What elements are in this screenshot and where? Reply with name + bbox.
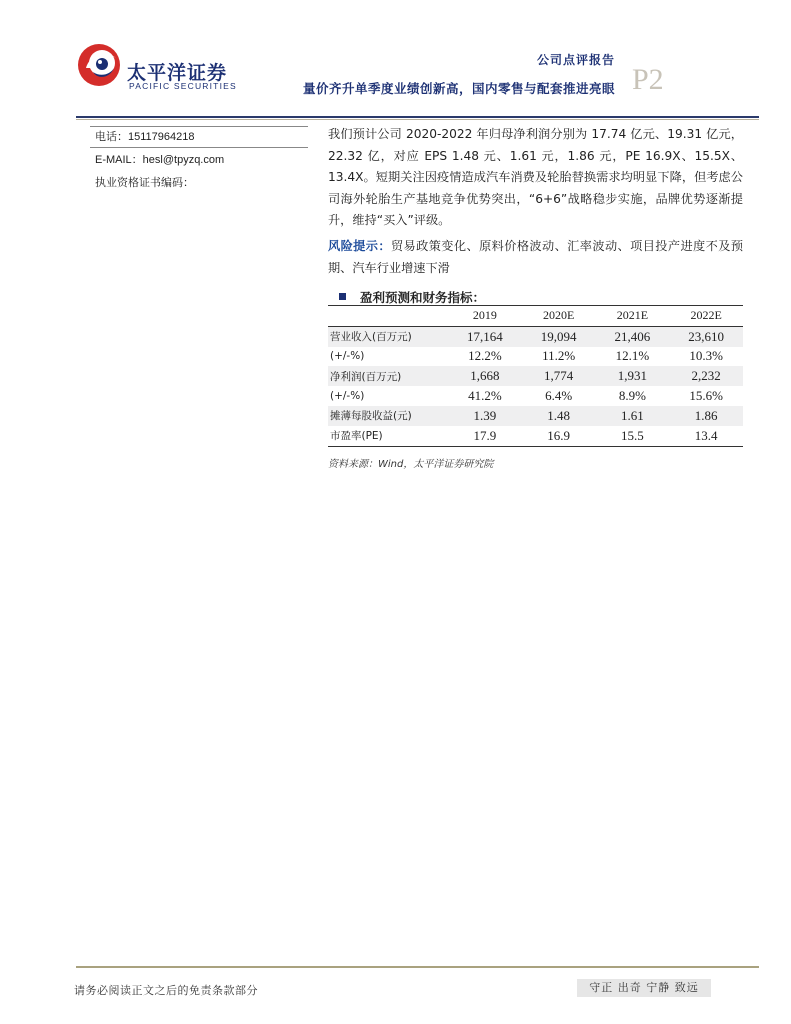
forecast-paragraph: 我们预计公司 2020-2022 年归母净利润分别为 17.74 亿元、19.31 亿元，22.32 亿，对应 EPS 1.48 元、1.61 元，1.86 元，PE 16.9X、15.5X、13.4X。短期关注因疫情造成汽车消费及轮胎替换需求均明显下降，但考虑公司海外轮胎生产基地竞争优势突出，“6+6”战略稳步实施，品牌优势逐渐提升，维持“买入”评级。: [328, 127, 743, 227]
risk-paragraph: [328, 236, 743, 279]
column-header: 2021E: [596, 306, 670, 326]
table-cell: 10.3%: [689, 348, 723, 364]
row-label: 摊薄每股收益(元): [328, 406, 448, 426]
table-cell: 1.61: [596, 406, 670, 426]
table-cell: 1.39: [448, 406, 522, 426]
table-cell: 6.4%: [545, 388, 573, 404]
table-cell: 16.9: [522, 426, 596, 446]
row-label: (+/-%): [330, 390, 365, 403]
row-label: 营业收入(百万元): [328, 326, 448, 346]
column-header: 2022E: [669, 306, 743, 326]
footer-motto: 守正 出奇 宁静 致远: [577, 979, 711, 997]
table-row: [328, 426, 743, 446]
logo-text-cn: 太平洋证券: [127, 62, 228, 84]
page-number: P2: [632, 63, 664, 96]
contact-divider: [90, 147, 308, 148]
table-cell: 17,164: [448, 326, 522, 346]
pacific-securities-logo-icon: [76, 42, 122, 88]
logo-text-en: PACIFIC SECURITIES: [129, 81, 237, 91]
table-cell: 15.5: [596, 426, 670, 446]
table-cell: 1,931: [596, 366, 670, 386]
risk-label: 风险提示：: [328, 239, 391, 253]
risk-text: 贸易政策变化、原料价格波动、汇率波动、项目投产进度不及预期、汽车行业增速下滑: [328, 239, 744, 275]
footer-disclaimer: 请务必阅读正文之后的免责条款部分: [74, 984, 258, 997]
table-row: [328, 347, 743, 367]
row-label: 净利润(百万元): [328, 366, 448, 386]
square-bullet-icon: [339, 293, 346, 300]
table-cell: 41.2%: [468, 388, 502, 404]
header-rule-secondary: [76, 119, 759, 120]
table-source: 资料来源：Wind，太平洋证券研究院: [328, 459, 494, 470]
contact-divider: [90, 126, 308, 127]
table-cell: 12.2%: [468, 348, 502, 364]
table-row: [328, 386, 743, 406]
table-cell: 1.86: [669, 406, 743, 426]
table-cell: 17.9: [448, 426, 522, 446]
table-cell: 11.2%: [542, 348, 576, 364]
report-title: 量价齐升单季度业绩创新高，国内零售与配套推进亮眼: [302, 81, 615, 96]
row-label: (+/-%): [330, 350, 365, 363]
analyst-cert: 执业资格证书编码：: [95, 176, 194, 189]
table-cell: 8.9%: [618, 388, 646, 404]
row-label: 市盈率(PE): [328, 426, 448, 446]
table-cell: 15.6%: [689, 388, 723, 404]
column-header: 2020E: [522, 306, 596, 326]
column-header: 2019: [448, 306, 522, 326]
table-cell: 1.48: [522, 406, 596, 426]
table-cell: 23,610: [669, 326, 743, 346]
financial-forecast-table: [328, 306, 743, 447]
table-row: [328, 326, 743, 346]
table-cell: 12.1%: [615, 348, 650, 364]
analyst-email: E-MAIL：hesl@tpyzq.com: [95, 154, 225, 166]
column-header: [328, 306, 448, 326]
header-rule: [76, 116, 759, 118]
table-row: [328, 366, 743, 386]
table-title-text: 盈利预测和财务指标：: [360, 290, 486, 305]
report-type: 公司点评报告: [536, 53, 615, 67]
table-cell: 1,668: [448, 366, 522, 386]
table-title: [339, 288, 485, 306]
table-cell: 2,232: [669, 366, 743, 386]
footer-rule: [76, 966, 759, 968]
table-cell: 1,774: [522, 366, 596, 386]
table-row: [328, 406, 743, 426]
table-cell: 13.4: [669, 426, 743, 446]
table-cell: 21,406: [596, 326, 670, 346]
table-header-row: [328, 306, 743, 326]
analyst-phone: 电话：15117964218: [95, 131, 195, 143]
table-cell: 19,094: [522, 326, 596, 346]
